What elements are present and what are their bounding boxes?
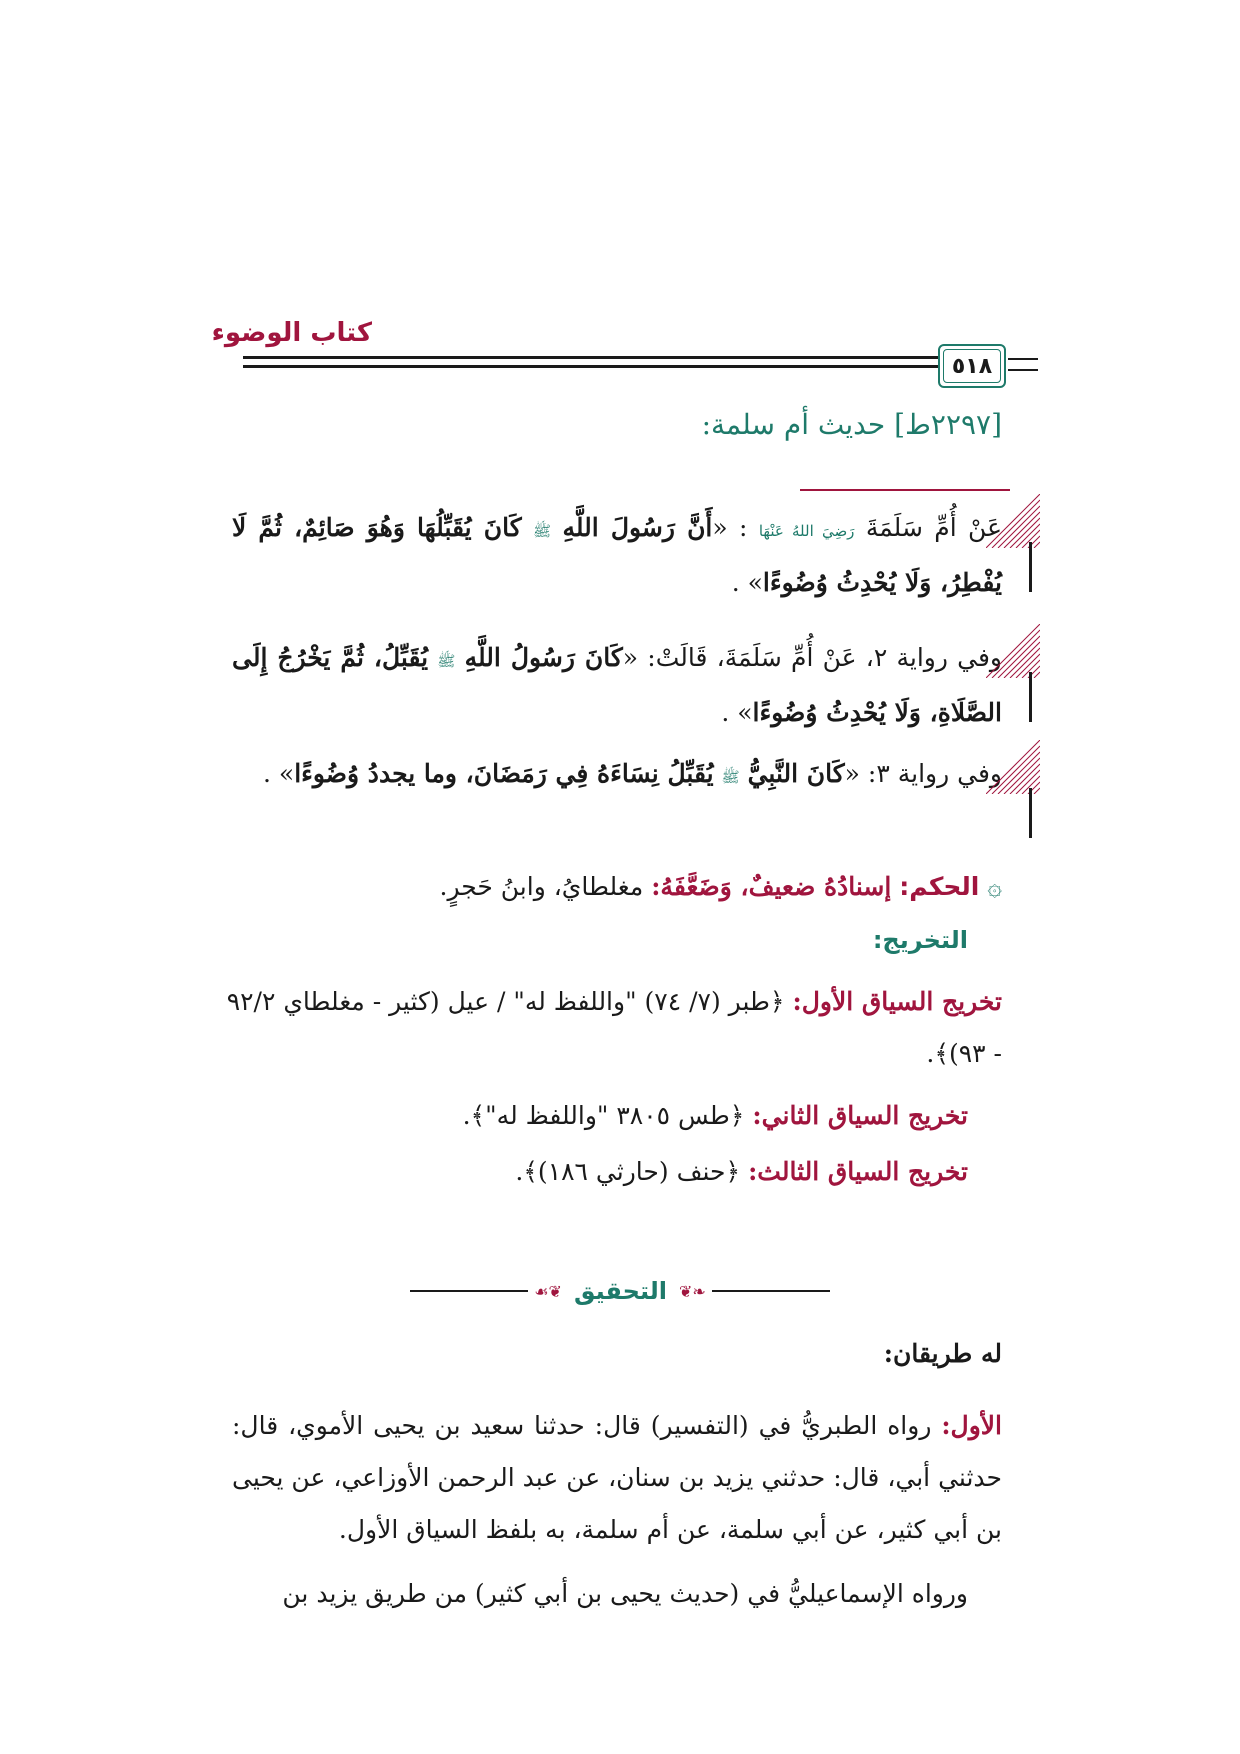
hadith-block-2 [232,632,1002,739]
takhrij-text: ﴿طس ٣٨٠٥ "واللفظ له"﴾. [462,1101,745,1130]
corner-ornament-icon [986,740,1040,794]
ruling-rest: مغلطايُ، وابنُ حَجرٍ. [439,872,644,901]
hadith-block-1 [232,502,1002,609]
corner-ornament-icon [986,494,1040,548]
hadith-matn-part1: أَنَّ رَسُولَ اللَّهِ [562,513,713,542]
block-side-line [1029,788,1032,838]
hadith-block-3 [232,748,1002,803]
hadith-close: » . [262,759,295,788]
takhrij-text: ﴿طبر (٧/ ٧٤) "واللفظ له" / عيل (كثير - مغلطاي ٩٢/٢ - ٩٣)﴾. [226,987,1002,1068]
book-title: كتاب الوضوء [211,318,372,348]
hadith-matn-part2: يُقَبِّلُ، ثُمَّ يَخْرُجُ إِلَى الصَّلَاةِ، وَلَا يُحْدِثُ وُضُوءًا [232,643,1002,727]
ruling-label: الحكم: [899,872,980,901]
header-rule [243,356,1003,368]
hadith-pre: وفي رواية ٢، عَنْ أُمِّ سَلَمَةَ، قَالَتْ: « [622,643,1003,672]
hadith-matn-part2: يُقَبِّلُ نِسَاءَهُ فِي رَمَضَانَ، وما يجددُ وُضُوءًا [294,759,714,788]
salla-icon: ﷺ [532,522,552,540]
takhrij-text: ﴿حنف (حارثي ١٨٦)﴾. [515,1157,741,1186]
first-route-label: الأول: [941,1411,1002,1440]
takhrij-label: تخريج السياق الأول: [792,987,1002,1016]
honorific: رَضِيَ اللهُ عَنْهَا [758,522,855,540]
section-heading: [٢٢٩٧ط] حديث أم سلمة: [701,408,1002,441]
hadith-colon: : « [712,513,748,542]
takhrij-label: تخريج السياق الثالث: [748,1157,968,1186]
divider-ornament-icon: ❧❦ [678,1281,706,1301]
hadith-close: » . [721,698,753,727]
takhrij-item-2 [463,1090,968,1142]
hadith-close: » . [731,568,763,597]
salla-icon: ﷺ [721,768,740,786]
takhrij-item-3 [515,1146,968,1198]
divider-ornament-icon: ❦☙ [534,1281,562,1301]
ruling-line [440,872,1003,901]
tahqiq-first [232,1400,1002,1556]
page-number-box [938,344,1006,388]
takhrij-item-1 [212,976,1002,1080]
tahqiq-second: ورواه الإسماعيليُّ في (حديث يحيى بن أبي كثير) من طريق يزيد بن [282,1579,968,1608]
hadith-pre: عَنْ أُمِّ سَلَمَةَ [865,513,1002,542]
divider-label: التحقيق [573,1277,667,1305]
corner-ornament-icon [986,624,1040,678]
hadith-matn-part1: كَانَ رَسُولُ اللَّهِ [464,643,623,672]
takhrij-heading: التخريج: [872,926,968,954]
hadith-matn-part1: كَانَ النَّبِيُّ [747,759,845,788]
section-divider [410,1276,830,1306]
salla-icon: ﷺ [437,652,456,670]
header-rule-tail [1008,358,1038,371]
ruling-value: إسنادُهُ ضعيفٌ، وَضَعَّفَهُ: [651,872,892,901]
block-side-line [1029,542,1032,592]
heading-underline [800,489,1010,491]
page-number: ٥١٨ [951,353,993,379]
first-route-text: رواه الطبريُّ في (التفسير) قال: حدثنا سعيد بن يحيى الأموي، قال: حدثني أبي، قال: حدثني يزيد بن سنان، عن عبد الرحمن الأوزاعي، عن يحيى بن أبي كثير، عن أبي سلمة، عن أم سلمة، به بلفظ السياق الأول. [232,1411,1002,1544]
hadith-matn-part2: كَانَ يُقَبِّلُهَا وَهُوَ صَائِمٌ، ثُمَّ لَا يُفْطِرُ، وَلَا يُحْدِثُ وُضُوءًا [232,513,1002,597]
divider-line [410,1290,528,1292]
tahqiq-intro: له طريقان: [883,1339,1002,1368]
block-side-line [1029,672,1032,722]
takhrij-label: تخريج السياق الثاني: [752,1101,968,1130]
ruling-icon: ۞ [987,872,1002,901]
hadith-pre: وفي رواية ٣: « [844,759,1002,788]
divider-line [712,1290,830,1292]
